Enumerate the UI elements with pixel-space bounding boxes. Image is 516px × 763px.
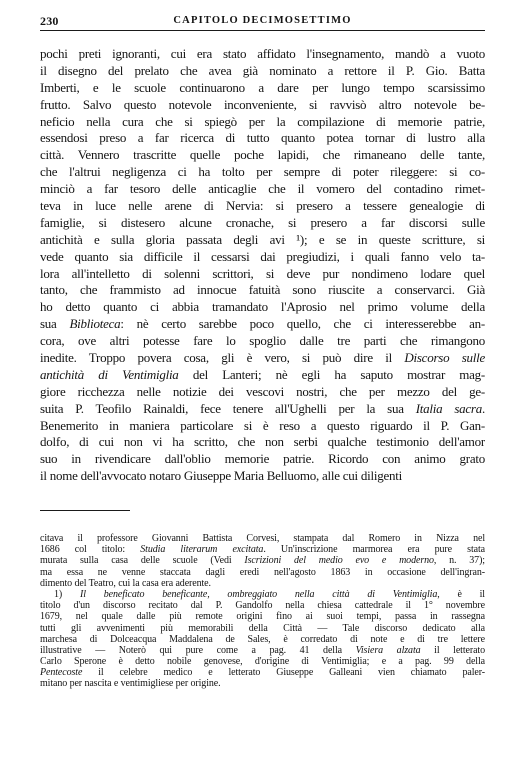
body-line: il nome dell'avvocato notaro Giuseppe Maria Belluomo, alle cui diligenti [40, 468, 402, 484]
body-line: suo in rivendicare dall'oblio memorie patrie. Ricordo con animo grato [40, 451, 485, 467]
body-line: città. Vennero trascritte quelle poche lapidi, che rimaneano delle tante, [40, 147, 485, 163]
note-line: 1679, nel quale dalle più remote origini fino ai suoi tempi, passa in rassegna [40, 611, 485, 623]
body-line: tanto, che frammisto ad innocue fatuità sono riuscite a conservarci. Già [40, 282, 485, 298]
body-line: il disegno del prelato che avea già nominato a rettore il P. Gio. Batta [40, 62, 485, 78]
body-line: antichità di Ventimiglia del Lanteri; nè egli ha saputo mostrar mag- [40, 366, 485, 382]
body-line: minciò a far tesoro delle anticaglie che il vomero del contadino rimet- [40, 181, 485, 197]
body-line: frutto. Salvo questo notevole inconveniente, si ravvisò altro notevole be- [40, 96, 485, 112]
note-line: Carlo Sperone è detto nobile genovese, d'origine di Ventimiglia; e a pag. 99 della [40, 656, 485, 668]
note-line: titolo d'un discorso recitato dal P. Gandolfo nella chiesa cattedrale il 1° novembre [40, 600, 485, 612]
body-line: neficio nella cura che si spiegò per la compilazione di memorie patrie, [40, 113, 485, 129]
body-line: antichità e sulla gloria passata degli avi ¹); e se in queste scritture, si [40, 231, 485, 247]
page-header [40, 12, 485, 31]
body-line: teva in luce nelle arene di Nervia: si presero a tessere genealogie di [40, 198, 485, 214]
note-line: marchesa di Dolceacqua Maddalena de Sales, è corredato di note e di tre lettere [40, 633, 485, 645]
note-line: dimento del Teatro, cui la casa era aderente. [40, 577, 211, 589]
body-italic-text: antichità di Ventimiglia [40, 366, 179, 382]
body-line: che l'altrui negligenza ci ha tolto per sempre di poter rileggere: si co- [40, 164, 485, 180]
body-line: sua Biblioteca: nè certo sarebbe poco quello, che ci interesserebbe an- [40, 316, 485, 332]
page-number: 230 [40, 14, 59, 28]
chapter-title: CAPITOLO DECIMOSETTIMO [173, 15, 352, 26]
body-italic-text: Biblioteca [69, 316, 121, 332]
body-line: dolfo, di cui non vi ha scritto, che non serbi qualche testimonio dell'amor [40, 434, 485, 450]
note-line: ma essa ne venne staccata dagli eredi nell'agosto 1863 in occasione dell'ingran- [40, 566, 485, 578]
note-line: 1) Il beneficato beneficante, ombreggiato nella città di Ventimiglia, è il [54, 588, 485, 600]
note-line: tutti gli avvenimenti più memorabili della Città — Tale discorso dedicato alla [40, 622, 485, 634]
main-text [40, 46, 485, 485]
footnotes [40, 533, 485, 690]
body-line: famiglie, si distesero alcune cronache, si presero a far discorsi sulle [40, 214, 485, 230]
body-line: Benemerito in maniera particolare si è reso a questo riguardo il P. Gan- [40, 417, 485, 433]
note-line: 1686 col titolo: Studia literarum excitata. Un'inscrizione marmorea era pure stata [40, 544, 485, 556]
body-italic-text: Italia sacra [415, 400, 482, 416]
note-italic-text: Visiera alzata [355, 644, 421, 656]
body-line: inedite. Troppo povera cosa, gli è vero, si può dire il Discorso sulle [40, 350, 485, 366]
note-italic-text: Studia literarum excitata [140, 544, 264, 556]
note-line: murata sulla casa delle scuole (Vedi Iscrizioni del medio evo e moderno, n. 37); [40, 555, 485, 567]
body-line: giore ricchezza nelle notizie dei vescovi nostri, che per mezzo del ge- [40, 383, 485, 399]
body-line: vede quanto sia difficile il cessarsi dai pregiudizi, i quali fanno velo ta- [40, 248, 485, 264]
note-italic-text: Pentecoste [40, 667, 83, 679]
note-italic-text: Il beneficato beneficante, ombreggiato nella città di Ventimiglia [79, 588, 438, 600]
note-line: mitano per nascita e ventimigliese per origine. [40, 678, 221, 690]
body-italic-text: Discorso sulle [404, 350, 485, 366]
note-line: Pentecoste il celebre medico e letterato Giuseppe Galleani vien chiamato paler- [40, 667, 485, 679]
body-line: essendosi preso a far ricerca di tutto quanto potea tornar di lustro alla [40, 130, 485, 146]
note-line: citava il professore Giovanni Battista Corvesi, stampata dal Romero in Nizza nel [40, 533, 485, 544]
body-line: Imberti, e le scuole continuarono a dare per lungo tempo scarsissimo [40, 79, 485, 95]
body-line: lora all'intelletto di solenni scrittori, si deve pur nondimeno lodare quel [40, 265, 485, 281]
body-line: suita P. Teofilo Rainaldi, fece tenere all'Ughelli per la sua Italia sacra. [40, 400, 485, 416]
body-line: ho detto quanto ci abbia tramandato l'Aprosio nel primo volume della [40, 299, 485, 315]
footnote-separator [40, 510, 130, 511]
body-line: cora, ove altri potesse fare lo spoglio dalle tre parti che rimangono [40, 333, 485, 349]
body-line: pochi preti ignoranti, cui era stato affidato l'insegnamento, mandò a vuoto [40, 46, 485, 61]
note-line: illustrative — Noterò qui pure come a pag. 41 della Visiera alzata il letterato [40, 644, 485, 656]
note-italic-text: Iscrizioni del medio evo e moderno [244, 555, 434, 567]
